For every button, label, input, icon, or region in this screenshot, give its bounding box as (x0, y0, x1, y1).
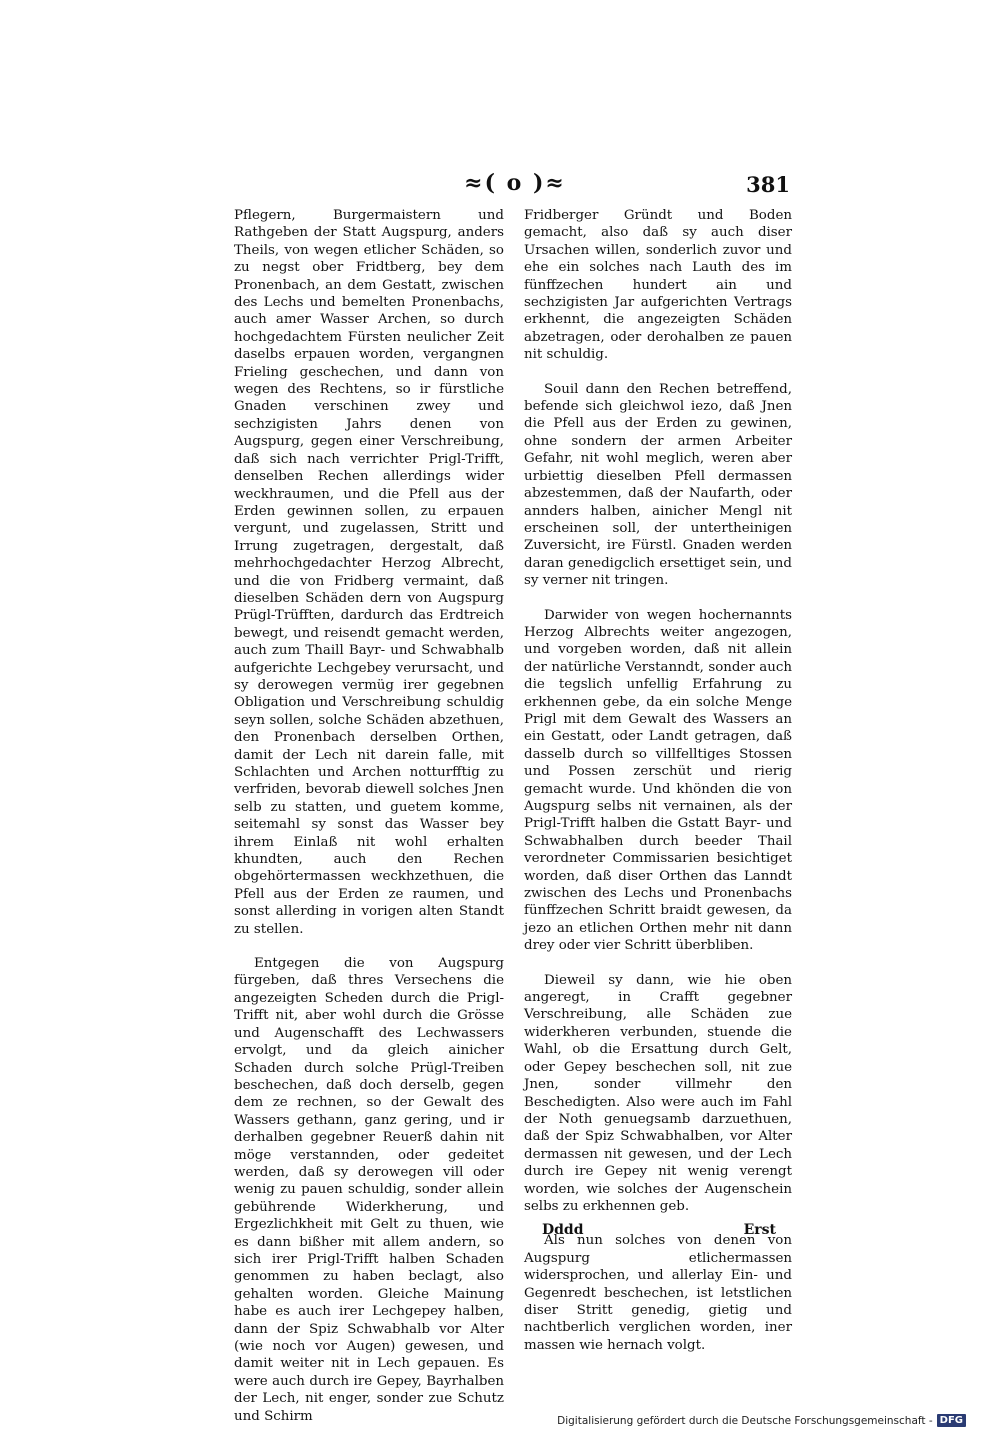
dfg-logo-icon: DFG (937, 1414, 966, 1427)
paragraph: Souil dann den Rechen betreffend, befende sich gleichwol iezo, daß Jnen die Pfell aus der Erden zu gewinen, ohne sondern der armen Arbeiter Gefahr, nit wohl meglich, weren aber urbiettig dieselben Pfell dermassen abzestemmen, daß der Naufarth, oder annders halben, ainicher Mengl nit erscheinen soll, der untertheinigen Zuversicht, ire Fürstl. Gnaden werden daran genedigclich ersettiget sein, und sy verner nit tringen. (524, 381, 792, 589)
paragraph: Fridberger Gründt und Boden gemacht, also daß sy auch diser Ursachen willen, sonderlich zuvor und ehe ein solches nach Lauth des im fünffzechen hundert ain und sechzigisten Jar aufgerichten Vertrags erkhennt, die angezeigten Schäden abzetragen, oder derohalben ze pauen nit schuldig. (524, 208, 792, 363)
paragraph: Dieweil sy dann, wie hie oben angeregt, in Crafft gegebner Verschreibung, alle Schäden zue widerkheren verbunden, stuende die Wahl, ob die Ersattung durch Gelt, oder Gepey beschechen soll, nit zue Jnen, sonder villmehr den Beschedigten. Also were auch im Fahl der Noth genuegsamb darzuethuen, daß der Spiz Schwabhalben, vor Alter dermassen nit gewesen, und der Lech durch ire Gepey nit wenig verengt worden, wie solches der Augenschein selbs zu erkhennen geb. (524, 972, 792, 1214)
paragraph: Darwider von wegen hochernannts Herzog Albrechts weiter angezogen, und vorgeben worden, daß nit allein der natürliche Verstanndt, sonder auch die tegslich unfellig Erfahrung zu erkhennen gebe, da ein solche Menge Prigl mit dem Gewalt des Wassers an ein Gestatt, oder Landt getragen, daß dasselb durch so villfelltiges Stossen und Possen zerschüt und rierig gemacht wurde. Und khönden die von Augspurg selbs nit vernainen, als der Prigl-Trifft halben die Gstatt Bayr- und Schwabhalben durch beeder Thail verordneter Commissarien besichtiget worden, daß diser Orthen das Lanndt zwischen des Lechs und Pronenbachs fünffzechen Schritt braidt gewesen, da jezo an etlichen Orthen mehr nit dann drey oder vier Schritt überbliben. (524, 607, 792, 954)
paragraph: Als nun solches von denen von Augspurg etlichermassen widersprochen, und allerlay Ein- und Gegenredt beschechen, ist letstlichen diser Stritt genedig, gietig und nachtberlich verglichen worden, iner massen wie hernach volgt. (524, 1233, 792, 1353)
paragraph: Pflegern, Burgermaistern und Rathgeben der Statt Augspurg, anders Theils, von wegen etlicher Schäden, so zu negst ober Fridtberg, bey dem Pronenbach, an dem Gestatt, zwischen des Lechs und bemelten Pronenbachs, auch amer Wasser Archen, so durch hochgedachtem Fürsten neulicher Zeit daselbs erpauen worden, vergangnen Frieling geschechen, und dann von wegen des Rechtens, so ir fürstliche Gnaden verschinen zwey und sechzigisten Jahrs denen von Augspurg, gegen einer Verschreibung, daß sich nach verrichter Prigl-Trifft, denselben Rechen allerdings wider weckhraumen, und die Pfell aus der Erden gewinnen sollen, zu erpauen vergunt, und zugelassen, Stritt und Irrung zugetragen, dergestalt, daß mehrhochgedachter Herzog Albrecht, und die von Fridberg vermaint, daß dieselben Schäden dern von Augspurg Prügl-Trüfften, dardurch das Erdtreich bewegt, und reisendt gemacht werden, auch zum Thaill Bayr- und Schwabhalb aufgerichte Lechgebey verursacht, und sy derowegen vermüg irer gegebnen Obligation und Verschreibung schuldig seyn sollen, solche Schäden abzethuen, den Pronenbach derselben Orthen, damit der Lech nit darein falle, mit Schlachten und Archen notturfftig zu verfriden, bevorab diewell solches Jnen selb zu statten, und guetem komme, seitemahl sy sonst das Wasser bey ihrem Einlaß nit wohl erhalten khundten, auch den Rechen obgehörtermassen weckhzethuen, die Pfell aus der Erden ze raumen, und sonst allerding in vorigen alten Standt zu stellen. (234, 208, 504, 937)
digitization-footer (557, 1414, 966, 1427)
paragraph: Entgegen die von Augspurg fürgeben, daß thres Versechens die angezeigten Scheden durch die Prigl-Trifft nit, aber wohl durch die Grösse und Augenschafft des Lechwassers ervolgt, und da gleich ainicher Schaden durch solche Prügl-Treiben beschechen, daß doch derselb, gegen dem ze rechnen, so der Gewalt des Wassers gethann, ganz gering, und ir derhalben gegebner Reuerß dahin nit möge verstannden, oder gedeitet werden, daß sy derowegen vill oder wenig zu pauen schuldig, sonder allein gebührende Widerkherung, und Ergezlichkheit mit Gelt zu thuen, wie es dann bißher mit allem andern, so sich irer Prigl-Trifft halben Schaden genommen zu haben beclagt, also gehalten worden. Gleiche Mainung habe es auch irer Lechgepey halben, dann der Spiz Schwabhalb vor Alter (wie noch vor Augen) gewesen, und damit weiter nit in Lech gepauen. Es were auch durch ire Gepey, Bayrhalben der Lech, nit enger, sonder zue Schutz und Schirm (234, 956, 504, 1424)
catchwords-line (524, 1222, 792, 1246)
left-column (234, 207, 504, 1442)
footer-text: Digitalisierung gefördert durch die Deutsche Forschungsgemeinschaft - (557, 1414, 933, 1427)
catchword: Erst (743, 1222, 776, 1238)
page-header (230, 168, 800, 204)
right-column (524, 207, 792, 1371)
header-ornament: ≈( o )≈ (464, 170, 566, 196)
signature-mark: Dddd (542, 1222, 584, 1238)
page-number: 381 (746, 172, 790, 197)
